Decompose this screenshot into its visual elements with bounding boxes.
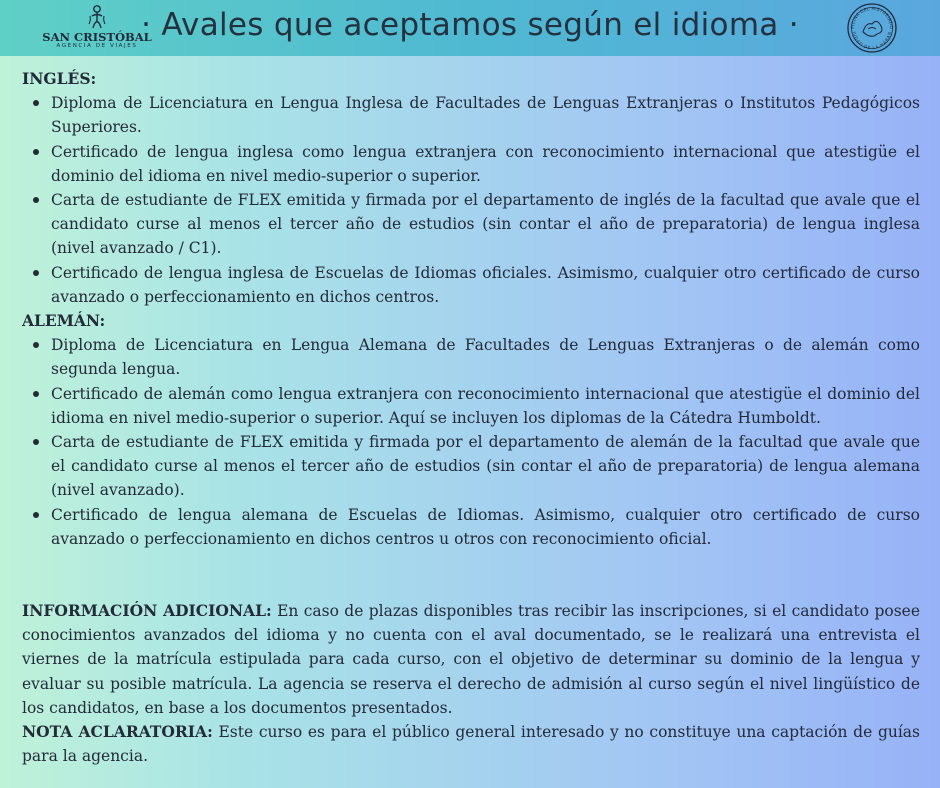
additional-info-label: INFORMACIÓN ADICIONAL: — [22, 601, 272, 621]
list-item: Certificado de lengua alemana de Escuelas de Idiomas. Asimismo, cualquier otro certificado de curso avanzado o perfeccionamiento en dichos centros u otros con reconocimiento oficial. — [22, 503, 920, 551]
additional-info-paragraph — [22, 599, 920, 720]
svg-text:OFICINA DEL HISTORIADOR — [846, 2, 894, 30]
logo-subtitle: AGENCIA DE VIAJES — [56, 43, 138, 49]
list-item: Carta de estudiante de FLEX emitida y firmada por el departamento de alemán de la facultad que avale que el candidato curse al menos el tercer año de estudios (sin contar el año de preparatoria) de lengua alemana (nivel avanzado). — [22, 430, 920, 503]
main-content — [22, 67, 920, 768]
section-heading-ingles: INGLÉS: — [22, 69, 97, 88]
list-ingles — [22, 91, 920, 309]
list-item: Certificado de lengua inglesa como lengua extranjera con reconocimiento internacional que atestigüe el dominio del idioma en nivel medio-superior o superior. — [22, 140, 920, 188]
note-label: NOTA ACLARATORIA: — [22, 722, 213, 742]
logo-name: SAN CRISTÓBAL — [42, 30, 152, 44]
header-bar — [0, 0, 940, 56]
spacer — [22, 551, 920, 599]
note-text: Este curso es para el público general interesado y no constituye una captación de guías para la agencia. — [22, 723, 920, 766]
additional-info-text: En caso de plazas disponibles tras recibir las inscripciones, si el candidato posee conocimientos avanzados del idioma y no cuenta con el aval documentado, se le realizará una entrevista el viernes de la matrícula estipulada para cada curso, con el objetivo de determinar su dominio de la lengua y evaluar su posible matrícula. La agencia se reserva el derecho de admisión al curso según el nivel lingüístico de los candidatos, en base a los documentos presentados. — [22, 602, 920, 717]
list-aleman — [22, 333, 920, 551]
list-item: Carta de estudiante de FLEX emitida y firmada por el departamento de inglés de la facultad que avale que el candidato curse al menos el tercer año de estudios (sin contar el año de preparatoria) de lengua inglesa (nivel avanzado / C1). — [22, 188, 920, 261]
list-item: Certificado de alemán como lengua extranjera con reconocimiento internacional que atestigüe el dominio del idioma en nivel medio-superior o superior. Aquí se incluyen los diplomas de la Cátedra Humboldt. — [22, 382, 920, 430]
seal-logo-icon — [846, 2, 898, 54]
seal-text-bottom: IUDAD DE LA HABAN — [851, 31, 893, 51]
page-title: · Avales que aceptamos según el idioma · — [141, 7, 799, 43]
list-item: Certificado de lengua inglesa de Escuelas de Idiomas oficiales. Asimismo, cualquier otro certificado de curso avanzado o perfeccionamiento en dichos centros. — [22, 261, 920, 309]
seal-text-top: FICINA DEL HISTORIADO — [850, 6, 894, 30]
list-item: Diploma de Licenciatura en Lengua Inglesa de Facultades de Lenguas Extranjeras o Institutos Pedagógicos Superiores. — [22, 91, 920, 139]
section-heading-aleman: ALEMÁN: — [22, 311, 106, 331]
note-paragraph — [22, 720, 920, 768]
list-item: Diploma de Licenciatura en Lengua Alemana de Facultades de Lenguas Extranjeras o de alemán como segunda lengua. — [22, 333, 920, 381]
